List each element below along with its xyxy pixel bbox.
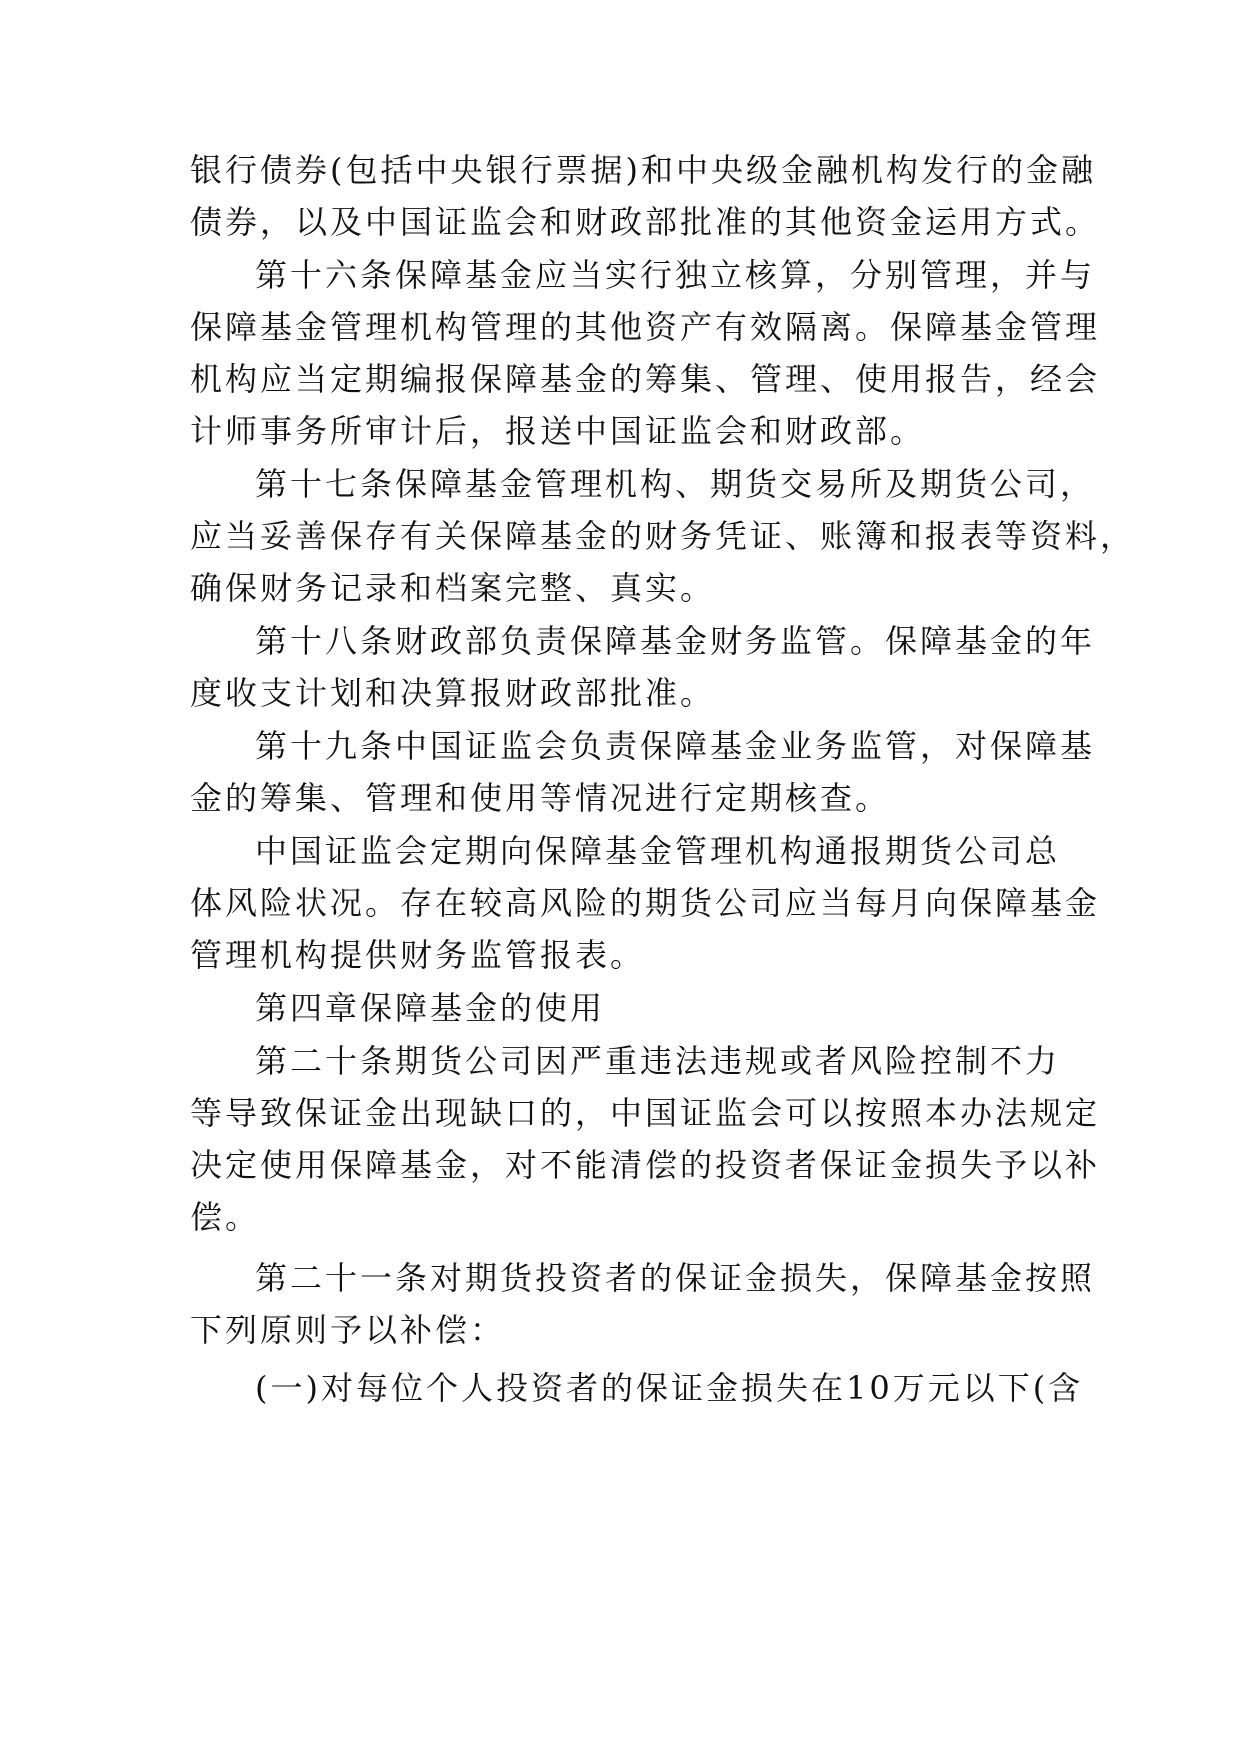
text-line: 决定使用保障基金，对不能清偿的投资者保证金损失予以补 — [190, 1146, 1101, 1184]
text-line: 确保财务记录和档案完整、真实。 — [190, 569, 716, 607]
text-line: 保障基金管理机构管理的其他资产有效隔离。保障基金管理 — [190, 308, 1101, 346]
paragraph-start-article-17: 第十七条保障基金管理机构、期货交易所及期货公司， — [255, 465, 1096, 503]
text-line: 下列原则予以补偿： — [190, 1311, 506, 1349]
text-line: 体风险状况。存在较高风险的期货公司应当每月向保障基金 — [190, 884, 1101, 922]
paragraph-start-article-18: 第十八条财政部负责保障基金财务监管。保障基金的年 — [255, 622, 1096, 660]
text-line: 管理机构提供财务监管报表。 — [190, 936, 646, 974]
text-line: 等导致保证金出现缺口的，中国证监会可以按照本办法规定 — [190, 1094, 1101, 1132]
text-line: 度收支计划和决算报财政部批准。 — [190, 674, 716, 712]
chapter-heading: 第四章保障基金的使用 — [255, 989, 606, 1027]
text-line: 应当妥善保存有关保障基金的财务凭证、账簿和报表等资料， — [190, 517, 1136, 555]
text-line: 机构应当定期编报保障基金的筹集、管理、使用报告，经会 — [190, 360, 1101, 398]
paragraph-start-article-19: 第十九条中国证监会负责保障基金业务监管，对保障基 — [255, 727, 1096, 765]
text-line: 计师事务所审计后，报送中国证监会和财政部。 — [190, 412, 926, 450]
paragraph-start-csrc-report: 中国证监会定期向保障基金管理机构通报期货公司总 — [255, 832, 1061, 870]
text-line: 偿。 — [190, 1198, 261, 1236]
text-line: 银行债券(包括中央银行票据)和中央级金融机构发行的金融 — [190, 151, 1096, 189]
list-item-1: (一)对每位个人投资者的保证金损失在10万元以下(含 — [255, 1369, 1084, 1407]
paragraph-start-article-21: 第二十一条对期货投资者的保证金损失，保障基金按照 — [255, 1259, 1096, 1297]
paragraph-start-article-16: 第十六条保障基金应当实行独立核算，分别管理，并与 — [255, 256, 1096, 294]
text-line: 金的筹集、管理和使用等情况进行定期核查。 — [190, 779, 891, 817]
text-line: 债券，以及中国证监会和财政部批准的其他资金运用方式。 — [190, 203, 1101, 241]
paragraph-start-article-20: 第二十条期货公司因严重违法违规或者风险控制不力 — [255, 1042, 1061, 1080]
